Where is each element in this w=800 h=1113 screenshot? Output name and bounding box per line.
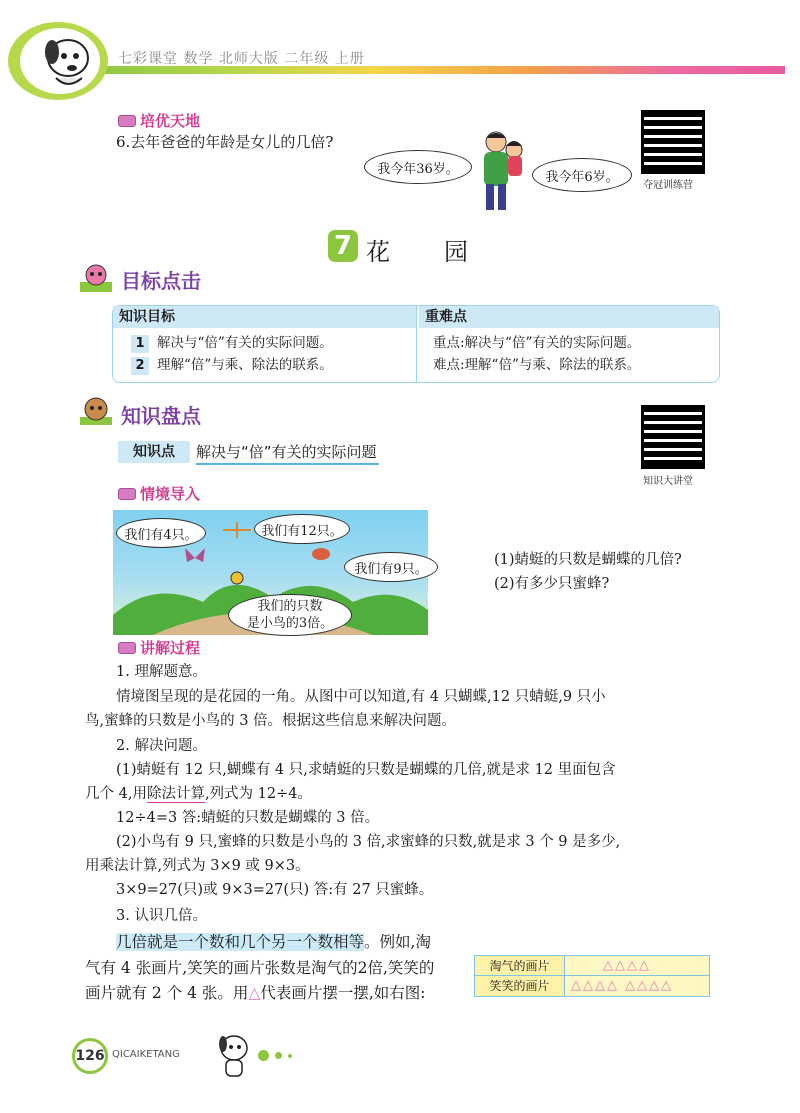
peiyou-question: 6.去年爸爸的年龄是女儿的几倍? <box>116 133 334 151</box>
page-number: 126 <box>72 1038 108 1074</box>
table-label: 笑笑的画片 <box>475 976 565 996</box>
table-row <box>475 976 709 996</box>
qr-caption: 知识大讲堂 <box>643 476 693 487</box>
lesson-number: 7 <box>328 230 358 262</box>
paragraph-line: 几个 4,用除法计算,列式为 12÷4。 <box>85 786 312 802</box>
paragraph-line: 用乘法计算,列式为 3×9 或 9×3。 <box>85 858 310 874</box>
highlighted-definition: 几倍就是一个数和几个另一个数相等 <box>116 933 365 951</box>
lesson-title: 花园 <box>366 238 522 266</box>
tag-icon <box>118 115 136 127</box>
picture-table <box>474 955 710 997</box>
goal-mascot-icon <box>78 262 114 294</box>
table-label: 淘气的画片 <box>475 956 565 975</box>
paragraph-line: (1)蜻蜓有 12 只,蝴蝶有 4 只,求蜻蜓的只数是蝴蝶的几倍,就是求 12 里面包含 <box>116 762 616 778</box>
key-point-head: 重难点 <box>419 306 719 328</box>
scene-question-2: (2)有多少只蜜蜂? <box>494 576 610 592</box>
dog-mascot-icon <box>34 30 98 92</box>
scene-bubble: 我们的只数 是小鸟的3倍。 <box>228 594 352 636</box>
tag-icon <box>118 488 136 500</box>
knowledge-goal-item: 2 理解“倍”与乘、除法的联系。 <box>113 354 416 376</box>
qr-caption: 夺冠训练营 <box>643 180 693 191</box>
header-title: 七彩课堂 数学 北师大版 二年级 上册 <box>118 51 365 67</box>
table-cells: △△△△ △△△△ <box>565 976 709 996</box>
knowledge-mascot-icon <box>78 395 114 427</box>
paragraph-line: 3×9=27(只)或 9×3=27(只) 答:有 27 只蜜蜂。 <box>116 882 434 898</box>
qr-code[interactable] <box>641 110 705 174</box>
footer-dot <box>288 1054 292 1058</box>
paragraph-line: 12÷4=3 答:蜻蜓的只数是蝴蝶的 3 倍。 <box>116 810 380 826</box>
key-point-item: 难点:理解“倍”与乘、除法的联系。 <box>433 357 641 373</box>
step-heading: 3. 认识几倍。 <box>116 908 207 924</box>
table-row <box>475 956 709 976</box>
underlined-term: 除法计算 <box>146 786 205 802</box>
paragraph-line: 鸟,蜜蜂的只数是小鸟的 3 倍。根据这些信息来解决问题。 <box>85 713 457 729</box>
knowledge-heading: 知识盘点 <box>121 404 201 428</box>
paragraph-line: (2)小鸟有 9 只,蜜蜂的只数是小鸟的 3 倍,求蜜蜂的只数,就是求 3 个 9 是多少, <box>116 834 621 850</box>
scene-bubble: 我们有4只。 <box>116 518 206 548</box>
knowledge-point-title: 解决与“倍”有关的实际问题 <box>196 441 379 465</box>
knowledge-goal-item: 1 解决与“倍”有关的实际问题。 <box>113 332 416 354</box>
footer-dot <box>258 1050 269 1061</box>
bubble-girl: 我今年6岁。 <box>532 158 632 192</box>
tag-icon <box>118 642 136 654</box>
goal-box <box>112 305 720 383</box>
scene-question-1: (1)蜻蜓的只数是蝴蝶的几倍? <box>494 552 682 568</box>
peiyou-tag: 培优天地 <box>140 112 201 130</box>
paragraph-line: 情境图呈现的是花园的一角。从图中可以知道,有 4 只蝴蝶,12 只蜻蜓,9 只小 <box>116 689 606 705</box>
paragraph-line: 气有 4 张画片,笑笑的画片张数是淘气的2倍,笑笑的 <box>85 959 435 977</box>
footer-brand: QICAIKETANG <box>112 1049 180 1060</box>
father-daughter-figure <box>474 128 534 214</box>
step-heading: 2. 解决问题。 <box>116 738 207 754</box>
scene-bubble: 我们有12只。 <box>254 514 350 544</box>
paragraph-line: 几倍就是一个数和几个另一个数相等。例如,淘 <box>116 933 431 951</box>
scene-bubble: 我们有9只。 <box>344 552 438 582</box>
key-point-item: 重点:解决与“倍”有关的实际问题。 <box>433 335 641 351</box>
footer-dot <box>275 1052 282 1059</box>
table-cells: △△△△ <box>565 956 709 975</box>
knowledge-goal-head: 知识目标 <box>113 306 416 328</box>
paragraph-line: 画片就有 2 个 4 张。用△代表画片摆一摆,如右图: <box>85 984 426 1002</box>
dog-mascot-icon <box>212 1030 256 1082</box>
knowledge-point-tag: 知识点 <box>118 441 190 463</box>
bubble-dad: 我今年36岁。 <box>364 150 472 184</box>
goal-heading: 目标点击 <box>121 269 201 293</box>
qr-code[interactable] <box>641 405 705 469</box>
triangle-symbol: △ <box>248 984 261 1002</box>
process-tag: 讲解过程 <box>140 639 201 657</box>
step-heading: 1. 理解题意。 <box>116 664 207 680</box>
scene-tag: 情境导入 <box>140 485 201 503</box>
